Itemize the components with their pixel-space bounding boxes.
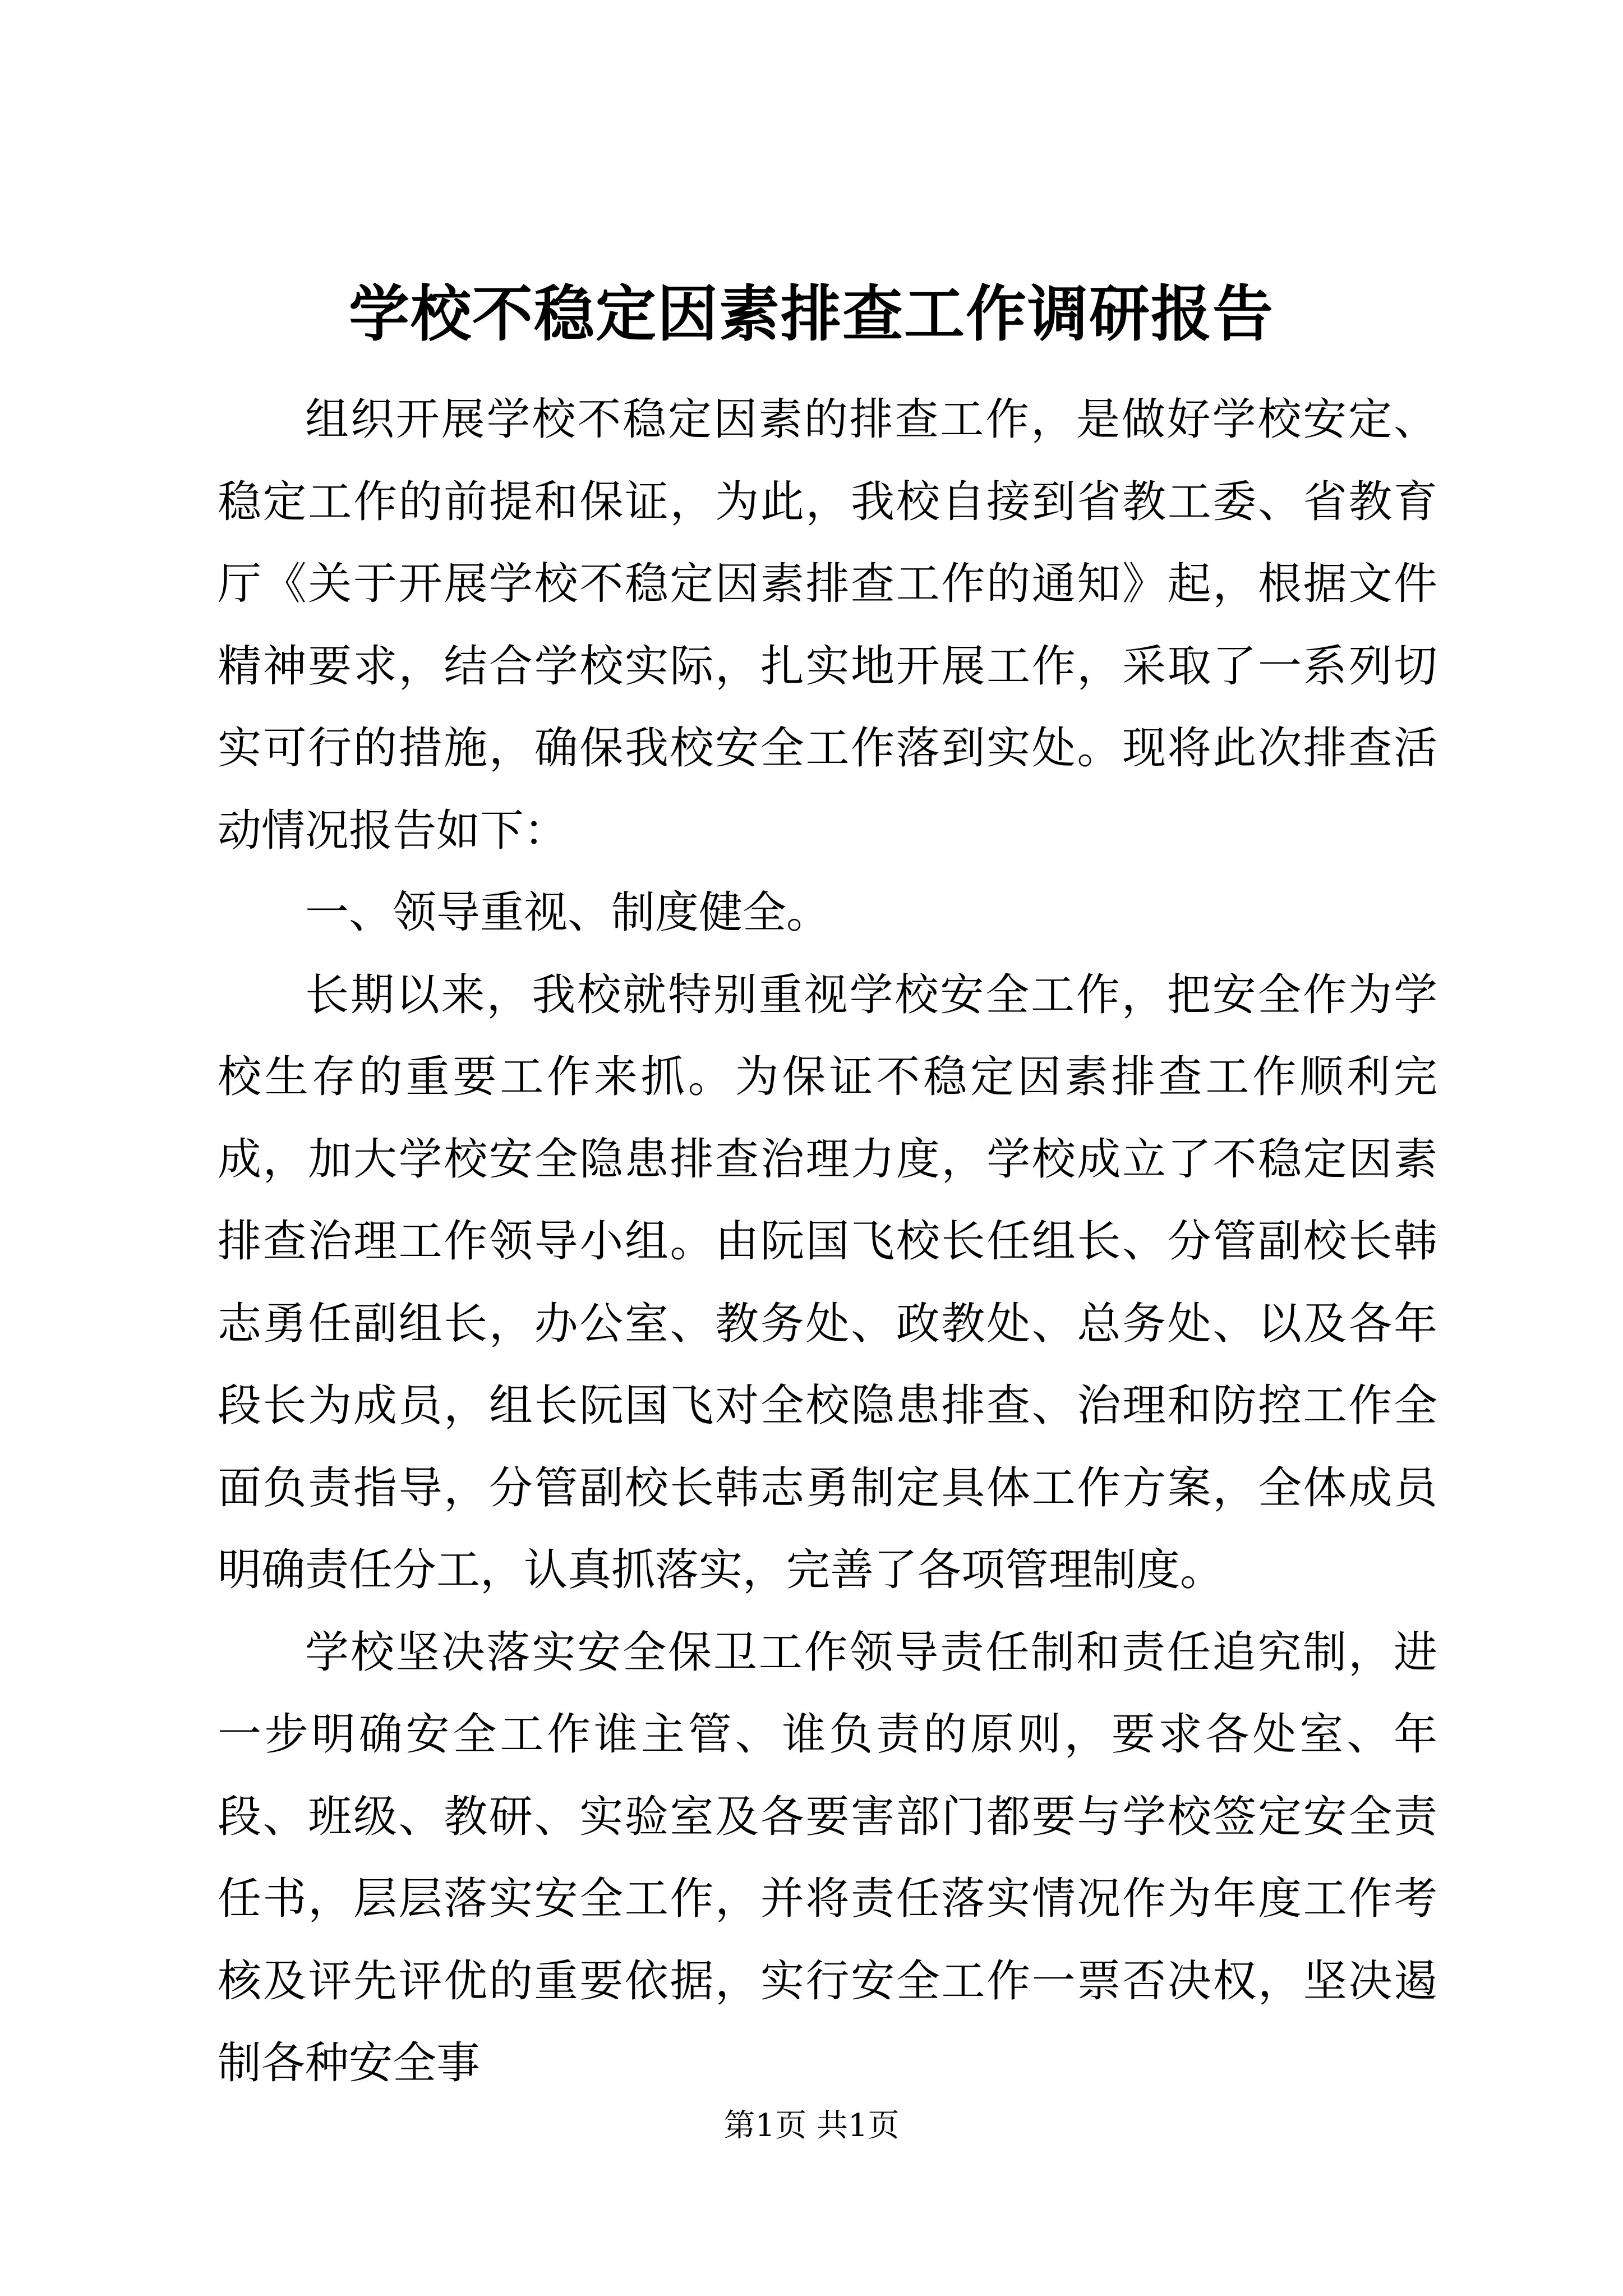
- page-footer: 第1页 共1页: [723, 2108, 900, 2144]
- paragraph-section-heading: 一、领导重视、制度健全。: [305, 887, 831, 938]
- document-title: 学校不稳定因素排查工作调研报告: [348, 279, 1274, 349]
- paragraph-responsibility: 学校坚决落实安全保卫工作领导责任制和责任追究制，进一步明确安全工作谁主管、谁负责的原则，要求各处室、年段、班级、教研、实验室及各要害部门都要与学校签定安全责任书，层层落实安全工作，并将责任落实情况作为年度工作考核及评先评优的重要依据，实行安全工作一票否决权，坚决遏制各种安全事: [218, 1627, 1437, 2088]
- paragraph-leadership: 长期以来，我校就特别重视学校安全工作，把安全作为学校生存的重要工作来抓。为保证不稳定因素排查工作顺利完成，加大学校安全隐患排查治理力度，学校成立了不稳定因素排查治理工作领导小组。由阮国飞校长任组长、分管副校长韩志勇任副组长，办公室、教务处、政教处、总务处、以及各年段长为成员，组长阮国飞对全校隐患排查、治理和防控工作全面负责指导，分管副校长韩志勇制定具体工作方案，全体成员明确责任分工，认真抓落实，完善了各项管理制度。: [218, 969, 1437, 1595]
- document-body: [218, 379, 1437, 2105]
- paragraph-intro: 组织开展学校不稳定因素的排查工作，是做好学校安定、稳定工作的前提和保证，为此，我校自接到省教工委、省教育厅《关于开展学校不稳定因素排查工作的通知》起，根据文件精神要求，结合学校实际，扎实地开展工作，采取了一系列切实可行的措施，确保我校安全工作落到实处。现将此次排查活动情况报告如下：: [218, 394, 1437, 856]
